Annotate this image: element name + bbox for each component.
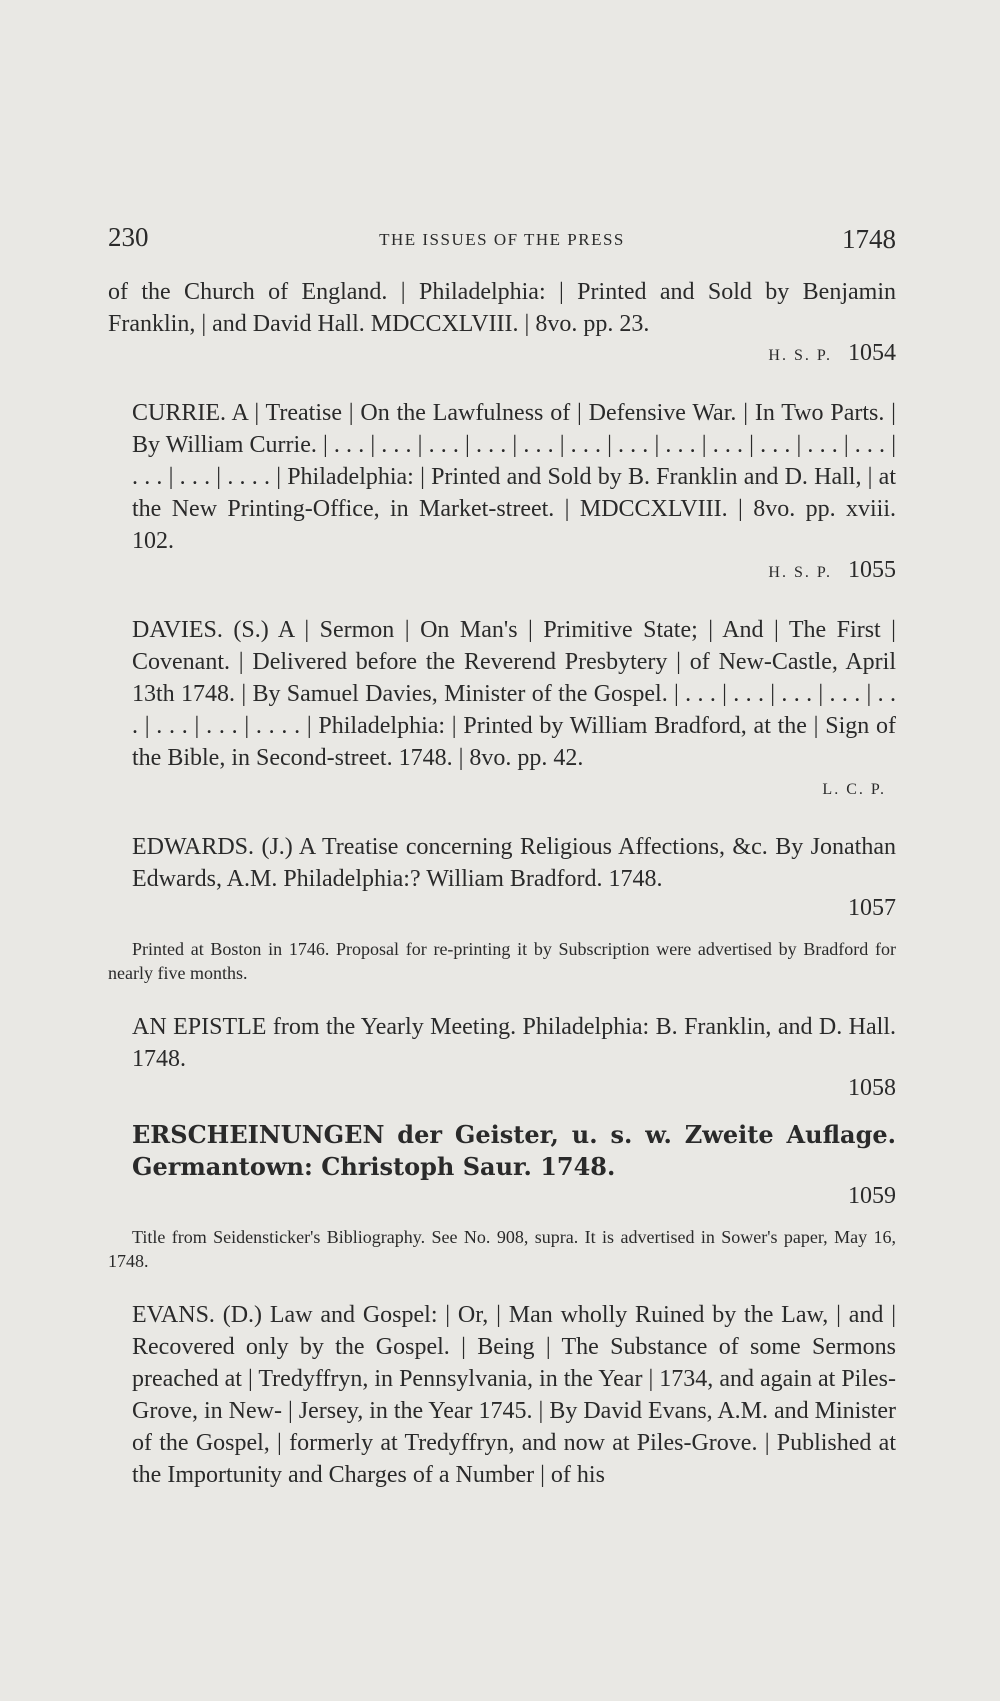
entry-note: Title from Seidensticker's Bibliography. See No. 908, supra. It is advertised in Sower's paper, May 16, 1748.: [108, 1227, 896, 1271]
entry-text: DAVIES. (S.) A | Sermon | On Man's | Primitive State; | And | The First | Covenant. | Delivered before the Reverend Presbytery | of New-Castle, April 13th 1748. | By Samuel Davies, Minister of the Gospel. | . . . | . . . | . . . | . . . | . . . | . . . | . . . | . . . . | Philadelphia: | Printed by William Bradford, at the | Sign of the Bible, in Second-street. 1748. | 8vo. pp. 42.: [132, 617, 896, 771]
entry-text: EDWARDS. (J.) A Treatise concerning Religious Affections, &c. By Jonathan Edwards, A.M. Philadelphia:? William Bradford. 1748.: [132, 834, 896, 892]
page-body: [108, 276, 896, 1491]
entry-text: AN EPISTLE from the Yearly Meeting. Philadelphia: B. Franklin, and D. Hall. 1748.: [132, 1014, 896, 1072]
entry-reference: [108, 893, 896, 923]
entry-davies: [108, 614, 896, 805]
entry-1055: [108, 397, 896, 588]
page-header: [108, 222, 896, 262]
entry-reference: [108, 1181, 896, 1211]
header-year: 1748: [842, 224, 896, 254]
entry-reference: [108, 772, 896, 805]
entry-text: ERSCHEINUNGEN der Geister, u. s. w. Zweite Auflage. Germantown: Christoph Saur. 1748.: [132, 1120, 896, 1181]
running-title: THE ISSUES OF THE PRESS: [379, 230, 625, 249]
entry-1058: [108, 1011, 896, 1103]
entry-1059: [108, 1119, 896, 1273]
entry-1057: [108, 831, 896, 985]
entry-number: 1054: [848, 340, 896, 366]
entry-number: 1055: [848, 557, 896, 583]
library-location: H. S. P.: [768, 564, 832, 581]
entry-1054: [108, 276, 896, 371]
entry-text: of the Church of England. | Philadelphia: | Printed and Sold by Benjamin Franklin, | and David Hall. MDCCXLVIII. | 8vo. pp. 23.: [108, 279, 896, 337]
entry-number: 1058: [848, 1075, 896, 1101]
entry-reference: [108, 555, 896, 588]
entry-number: 1057: [848, 895, 896, 921]
page-number: 230: [108, 222, 149, 252]
entry-text: EVANS. (D.) Law and Gospel: | Or, | Man wholly Ruined by the Law, | and | Recovered only by the Gospel. | Being | The Substance of some Sermons preached at | Tredyffryn, in Pennsylvania, in the Year | 1734, and again at Piles-Grove, in New- | Jersey, in the Year 1745. | By David Evans, A.M. and Minister of the Gospel, | formerly at Tredyffryn, and now at Piles-Grove. | Published at the Importunity and Charges of a Number | of his: [132, 1302, 896, 1488]
entry-evans: [108, 1299, 896, 1491]
entry-text: CURRIE. A | Treatise | On the Lawfulness of | Defensive War. | In Two Parts. | By William Currie. | . . . | . . . | . . . | . . . | . . . | . . . | . . . | . . . | . . . | . . . | . . . | . . . | . . . | . . . | . . . . | Philadelphia: | Printed and Sold by B. Franklin and D. Hall, | at the New Printing-Office, in Market-street. | MDCCXLVIII. | 8vo. pp. xviii. 102.: [132, 400, 896, 554]
library-location: H. S. P.: [768, 347, 832, 364]
entry-note: Printed at Boston in 1746. Proposal for re-printing it by Subscription were advertised by Bradford for nearly five months.: [108, 939, 896, 983]
entry-reference: [108, 338, 896, 371]
library-location: L. C. P.: [822, 781, 886, 798]
entry-number: 1059: [848, 1183, 896, 1209]
entry-reference: [108, 1073, 896, 1103]
